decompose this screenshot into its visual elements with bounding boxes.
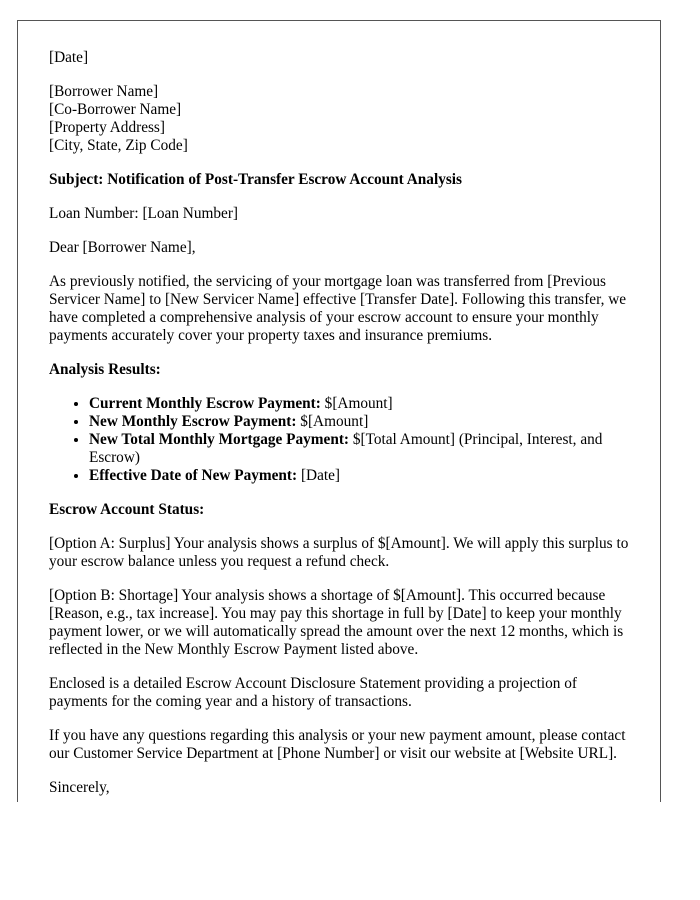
subject-line: Subject: Notification of Post-Transfer Escrow Account Analysis [49, 171, 462, 188]
analysis-item-label: New Monthly Escrow Payment: [89, 413, 297, 430]
closing: Sincerely, [49, 779, 110, 796]
analysis-heading: Analysis Results: [49, 361, 161, 378]
analysis-item-label: Current Monthly Escrow Payment: [89, 395, 321, 412]
analysis-results-list [49, 395, 639, 485]
analysis-item-new-escrow [89, 413, 639, 431]
analysis-item-value: $[Amount] [320, 395, 393, 412]
option-b-paragraph: [Option B: Shortage] Your analysis shows a shortage of $[Amount]. This occurred because [Reason, e.g., tax increase]. You may pay this shortage in full by [Date] to keep your monthly payment lower, or we will automatically spread the amount over the next 12 months, which is reflected in the New Monthly Escrow Payment listed above. [49, 587, 624, 658]
salutation: Dear [Borrower Name], [49, 239, 196, 256]
analysis-item-value: [Date] [297, 467, 341, 484]
letter-date: [Date] [49, 49, 89, 66]
letter-body [49, 49, 639, 802]
analysis-item-current-escrow [89, 395, 639, 413]
contact-paragraph: If you have any questions regarding this analysis or your new payment amount, please contact our Customer Service Department at [Phone Number] or visit our website at [Website URL]. [49, 727, 626, 762]
analysis-item-effective-date [89, 467, 639, 485]
borrower-name: [Borrower Name] [49, 83, 159, 100]
intro-paragraph: As previously notified, the servicing of your mortgage loan was transferred from [Previous Servicer Name] to [New Servicer Name] effective [Transfer Date]. Following this transfer, we have completed a comprehensive analysis of your escrow account to ensure your monthly payments accurately cover your property taxes and insurance premiums. [49, 273, 627, 344]
analysis-item-label: Effective Date of New Payment: [89, 467, 298, 484]
property-address: [Property Address] [49, 119, 165, 136]
loan-number: Loan Number: [Loan Number] [49, 205, 239, 222]
analysis-item-label: New Total Monthly Mortgage Payment: [89, 431, 350, 448]
letter-page [17, 20, 661, 802]
analysis-item-value: $[Total Amount] (Principal, Interest, and Escrow) [89, 431, 603, 466]
status-heading: Escrow Account Status: [49, 501, 205, 518]
analysis-item-value: $[Amount] [296, 413, 369, 430]
city-state-zip: [City, State, Zip Code] [49, 137, 188, 154]
option-a-paragraph: [Option A: Surplus] Your analysis shows a surplus of $[Amount]. We will apply this surplus to your escrow balance unless you request a refund check. [49, 535, 629, 570]
analysis-item-new-total [89, 431, 639, 467]
enclosure-paragraph: Enclosed is a detailed Escrow Account Disclosure Statement providing a projection of payments for the coming year and a history of transactions. [49, 675, 578, 710]
co-borrower-name: [Co-Borrower Name] [49, 101, 182, 118]
recipient-block [49, 83, 639, 155]
